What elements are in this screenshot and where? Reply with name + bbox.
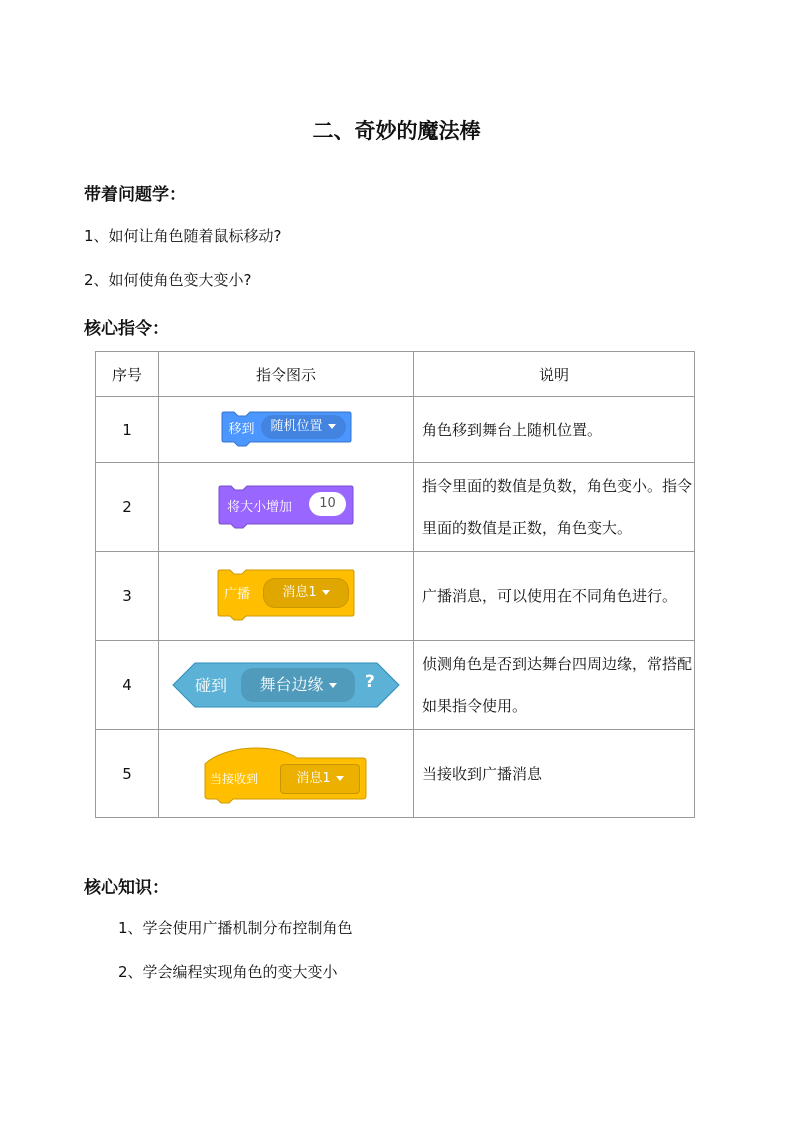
knowledge-item: 2、学会编程实现角色的变大变小: [118, 963, 338, 981]
question-item: 2、如何使角色变大变小?: [84, 271, 252, 289]
events-broadcast-block: [216, 568, 356, 624]
knowledge-item: 1、学会使用广播机制分布控制角色: [118, 919, 353, 937]
section-heading-knowledge: 核心知识：: [84, 878, 169, 898]
header-block: 指令图示: [159, 352, 414, 397]
row-description: 当接收到广播消息: [414, 730, 695, 818]
table-row: [96, 730, 695, 818]
question-mark: ?: [365, 672, 375, 692]
block-label: 将大小增加: [227, 500, 293, 515]
table-row: [96, 397, 695, 463]
dropdown-menu[interactable]: [280, 764, 360, 794]
caret-down-icon: [322, 590, 330, 595]
block-cell: [159, 730, 414, 818]
table-header-row: [96, 352, 695, 397]
looks-change-size-block: [217, 484, 355, 530]
table-row: [96, 552, 695, 641]
events-when-receive-block: [203, 742, 369, 806]
dropdown-value: 消息1: [282, 585, 317, 600]
row-description: 指令里面的数值是负数，角色变小。指令里面的数值是正数，角色变大。: [414, 463, 695, 552]
row-number: 5: [96, 730, 159, 818]
block-cell: [159, 552, 414, 641]
question-item: 1、如何让角色随着鼠标移动?: [84, 227, 282, 245]
row-number: 4: [96, 641, 159, 730]
table-row: [96, 641, 695, 730]
caret-down-icon: [336, 776, 344, 781]
section-heading-commands: 核心指令：: [84, 319, 169, 339]
dropdown-menu[interactable]: [263, 578, 349, 608]
section-heading-questions: 带着问题学：: [84, 185, 186, 205]
number-input[interactable]: 10: [309, 492, 346, 516]
header-number: 序号: [96, 352, 159, 397]
table-row: [96, 463, 695, 552]
row-description: 广播消息，可以使用在不同角色进行。: [414, 552, 695, 641]
block-label: 碰到: [195, 676, 228, 695]
row-number: 2: [96, 463, 159, 552]
block-cell: [159, 397, 414, 463]
row-number: 3: [96, 552, 159, 641]
motion-go-to-block: [220, 410, 353, 450]
block-label: 当接收到: [210, 771, 259, 786]
row-number: 1: [96, 397, 159, 463]
dropdown-value: 舞台边缘: [259, 675, 324, 694]
block-cell: [159, 641, 414, 730]
dropdown-menu[interactable]: [241, 668, 355, 702]
dropdown-value: 消息1: [296, 770, 331, 786]
header-description: 说明: [414, 352, 695, 397]
row-description: 侦测角色是否到达舞台四周边缘，常搭配如果指令使用。: [414, 641, 695, 730]
block-label: 移到: [228, 421, 255, 437]
dropdown-value: 随机位置: [270, 418, 323, 434]
row-description: 角色移到舞台上随机位置。: [414, 397, 695, 463]
block-label: 广播: [224, 587, 251, 602]
command-table: [95, 351, 695, 818]
page-title: 二、奇妙的魔法棒: [312, 119, 481, 143]
caret-down-icon: [328, 424, 336, 429]
dropdown-menu[interactable]: [261, 415, 346, 439]
block-cell: [159, 463, 414, 552]
caret-down-icon: [329, 683, 337, 688]
sensing-touching-block: [171, 660, 401, 710]
